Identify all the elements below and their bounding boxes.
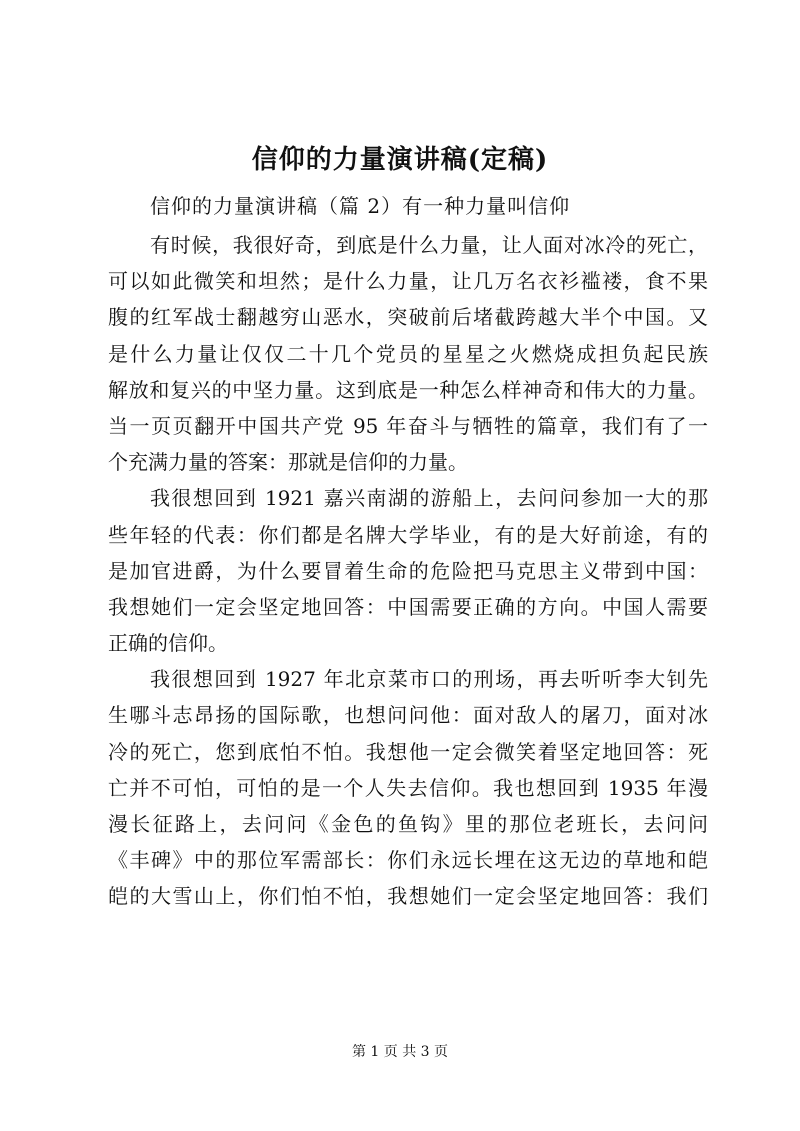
paragraph-line: 是加官进爵，为什么要冒着生命的危险把马克思主义带到中国： [108,558,708,583]
paragraph-line: 些年轻的代表：你们都是名牌大学毕业，有的是大好前途，有的 [108,522,708,547]
paragraph-line: 可以如此微笑和坦然；是什么力量，让几万名衣衫褴褛，食不果 [108,269,708,294]
paragraph-1 [108,227,708,480]
paragraph-line: 腹的红军战士翻越穷山恶水，突破前后堵截跨越大半个中国。又 [108,305,708,330]
paragraph-line: 亡并不可怕，可怕的是一个人失去信仰。我也想回到 1935 年漫 [108,775,708,800]
paragraph-line: 解放和复兴的中坚力量。这到底是一种怎么样神奇和伟大的力量。 [108,377,708,402]
paragraph-line: 我很想回到 1921 嘉兴南湖的游船上，去问问参加一大的那 [150,486,708,511]
paragraph-line: 个充满力量的答案：那就是信仰的力量。 [108,450,468,475]
page-subtitle: 信仰的力量演讲稿（篇 2）有一种力量叫信仰 [150,194,571,218]
paragraph-line: 是什么力量让仅仅二十几个党员的星星之火燃烧成担负起民族 [108,341,708,366]
paragraph-line: 我很想回到 1927 年北京菜市口的刑场，再去听听李大钊先 [150,667,708,692]
paragraph-line: 冷的死亡，您到底怕不怕。我想他一定会微笑着坚定地回答：死 [108,739,708,764]
paragraph-line: 《丰碑》中的那位军需部长：你们永远长埋在这无边的草地和皑 [108,848,708,873]
paragraph-line: 我想她们一定会坚定地回答：中国需要正确的方向。中国人需要 [108,594,708,619]
paragraph-line: 生哪斗志昂扬的国际歌，也想问问他：面对敌人的屠刀，面对冰 [108,703,708,728]
page-footer: 第 1 页 共 3 页 [351,1044,449,1060]
page-title: 信仰的力量演讲稿(定稿) [251,145,549,175]
paragraph-2 [108,480,708,661]
paragraph-line: 当一页页翻开中国共产党 95 年奋斗与牺牲的篇章，我们有了一 [108,413,708,438]
paragraph-line: 有时候，我很好奇，到底是什么力量，让人面对冰冷的死亡， [150,233,708,257]
paragraph-line: 正确的信仰。 [108,631,228,656]
paragraph-line: 漫长征路上，去问问《金色的鱼钩》里的那位老班长，去问问 [108,812,708,836]
paragraph-3 [108,661,708,914]
body-text [108,227,708,915]
paragraph-line: 皑的大雪山上，你们怕不怕，我想她们一定会坚定地回答：我们 [108,884,708,909]
